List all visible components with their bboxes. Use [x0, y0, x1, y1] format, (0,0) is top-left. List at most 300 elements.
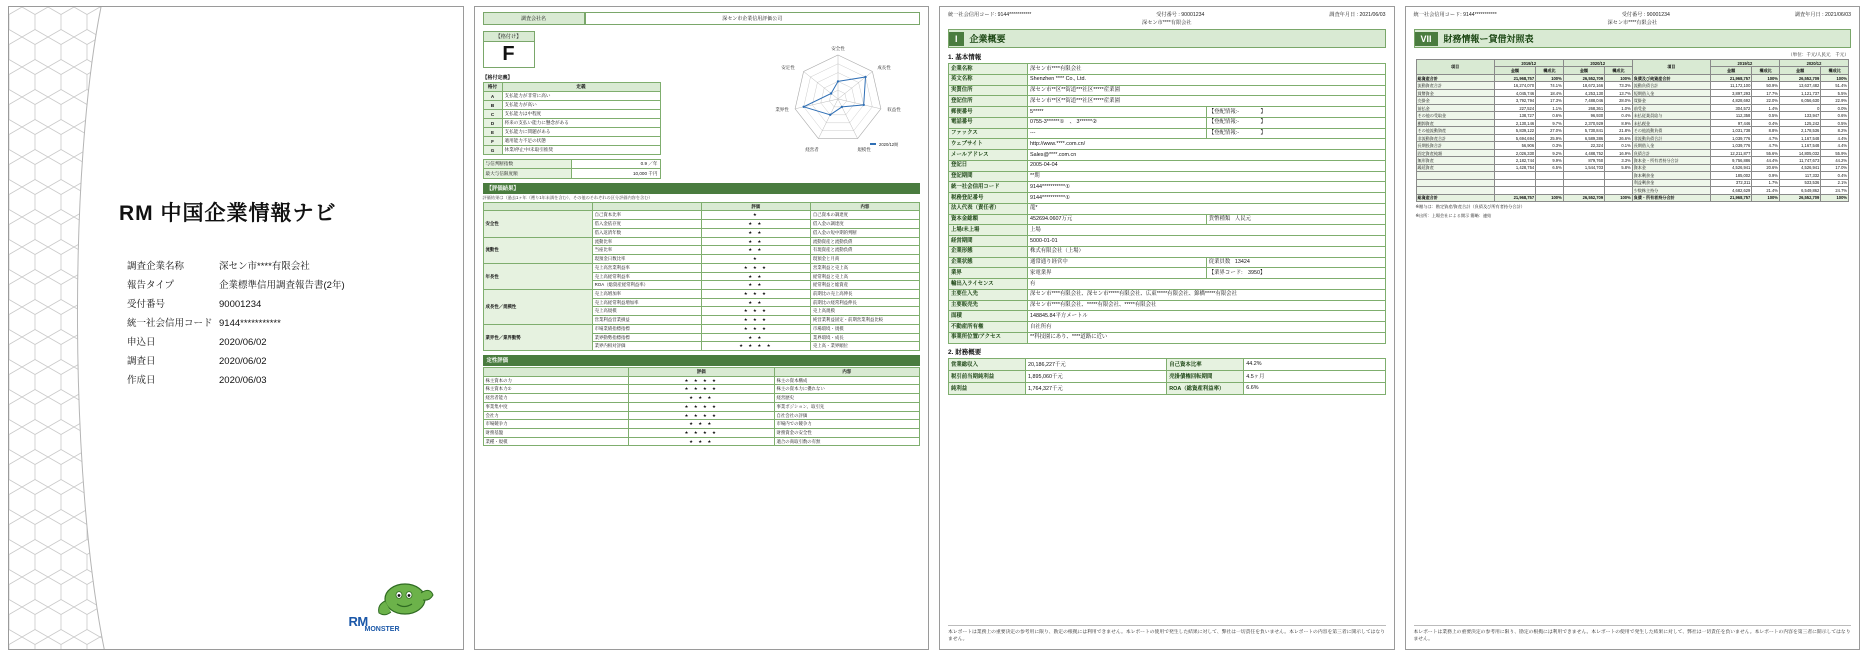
field-value: 5*****: [1028, 107, 1207, 118]
field-extra: [1206, 214, 1385, 225]
eval-stars: ★ ★: [701, 333, 810, 342]
svg-text:収益性: 収益性: [887, 107, 901, 112]
table-row: [1416, 127, 1849, 134]
fin-label: ROA（総資産利益率）: [1167, 382, 1244, 394]
table-row: [483, 324, 920, 333]
qual-stars: ★ ★ ★ ★: [629, 411, 775, 420]
bs-amount: 4,045,746: [1494, 89, 1535, 96]
table-row: [1416, 134, 1849, 141]
field-label: 登記日: [949, 160, 1028, 171]
bs-row-label: 負債及び純資産合計: [1632, 74, 1710, 81]
bs-ratio: 50.9%: [1752, 82, 1780, 89]
svg-text:成長性: 成長性: [877, 65, 891, 70]
table-row: [1416, 104, 1849, 111]
subsection-basic-info: 1. 基本情報: [948, 54, 982, 61]
def-grade: F: [483, 137, 502, 146]
bs-row-label: 無形資産: [1416, 157, 1494, 164]
field-value: Sales@****.com.cn: [1028, 150, 1386, 161]
cover-field-label: 調査企業名称: [127, 261, 185, 272]
bs-amount: 2,130,146: [1494, 119, 1535, 126]
bs-ratio: 9.2%: [1536, 149, 1564, 156]
def-head-grade: 格付: [483, 83, 502, 92]
bs-total-label: 負債・所有者持分合計: [1632, 194, 1710, 201]
bs-amount: 56,906: [1494, 142, 1535, 149]
page-company-profile: [939, 6, 1395, 650]
bs-amount: 14,805,032: [1779, 149, 1820, 156]
qual-comment: 株主の資本構成: [774, 376, 920, 385]
field-value: 龍*: [1028, 203, 1386, 214]
bs-row-label: 前受金: [1632, 104, 1710, 111]
section-number: I: [949, 32, 964, 46]
field-label: 統一社会信用コード: [949, 182, 1028, 193]
bs-ratio: 0.4%: [1605, 112, 1633, 119]
bs-ratio: [1536, 172, 1564, 179]
currency-value: 人民元: [1234, 216, 1252, 222]
bs-amount: 4,526,941: [1779, 164, 1820, 171]
eval-stars: ★ ★: [701, 298, 810, 307]
rating-top-bar: [483, 12, 921, 25]
col-item-right: 項目: [1632, 60, 1710, 75]
table-row: [949, 300, 1386, 311]
eval-item: 自己資本比率: [592, 211, 701, 220]
qual-stars: ★ ★ ★: [629, 420, 775, 429]
field-value: 9144***********①: [1028, 193, 1386, 204]
bs-amount: [1494, 172, 1535, 179]
eval-note: 評価結果は（過去1ヶ年（遡り1年未満を含む）、その他のそれぞれの区分評価内容を含む）: [482, 194, 653, 200]
header-company-name: 深セン市****有限会社: [1607, 20, 1658, 26]
fin-label: 自己資本比率: [1167, 358, 1244, 370]
bs-ratio: 26.6%: [1605, 134, 1633, 141]
bs-row-label: 固定資産純額: [1416, 149, 1494, 156]
table-row: [949, 214, 1386, 225]
subsection-financial-summary: 2. 財務概要: [948, 348, 982, 356]
bs-amount: 6,549,862: [1779, 187, 1820, 194]
qual-stars: ★ ★ ★ ★: [629, 429, 775, 438]
eval-item: 売上高規模: [592, 307, 701, 316]
eval-stars: ★: [701, 255, 810, 264]
field-label: 主要販売先: [949, 300, 1028, 311]
col-ratio: 構成比: [1536, 67, 1564, 74]
credit-limit-value: 10,000 千円: [572, 169, 661, 178]
qual-eval-header: 定性評価: [483, 355, 921, 366]
field-value: 148845.84平方メートル: [1028, 311, 1386, 322]
def-grade: D: [483, 119, 502, 128]
bs-amount: 13,637,482: [1779, 82, 1820, 89]
table-row: [1416, 142, 1849, 149]
bs-ratio: 9.9%: [1536, 157, 1564, 164]
eval-category: 安全性: [483, 211, 592, 237]
bs-ratio: 3.3%: [1605, 157, 1633, 164]
table-row: [949, 128, 1386, 139]
bs-row-label: 前払金: [1416, 104, 1494, 111]
eval-category: 流動性: [483, 237, 592, 263]
bs-amount: 5,839,122: [1494, 127, 1535, 134]
bs-amount: 16,274,070: [1494, 82, 1535, 89]
bs-note-1: ※贈与は：勘定資産/資産合計（負債及び所有者持分合計）: [1415, 204, 1525, 210]
cover-decoration: [9, 7, 129, 649]
field-label: ウェブサイト: [949, 139, 1028, 150]
def-text: 支払能力が非常に高い: [502, 92, 660, 101]
bs-total-ratio: 100%: [1605, 194, 1633, 201]
qual-comment: 自社会社の評価: [774, 411, 920, 420]
bs-amount: 4,253,130: [1563, 89, 1604, 96]
bs-amount: 1,031,738: [1710, 127, 1751, 134]
eval-item: 営業利益営業損益: [592, 316, 701, 325]
table-row: [949, 160, 1386, 171]
table-row: [483, 376, 920, 385]
bs-ratio: 8.8%: [1752, 127, 1780, 134]
eval-col-score: 評価: [701, 202, 810, 211]
eval-item: 業界動勢指標指標: [592, 333, 701, 342]
employees-value: 13424: [1234, 259, 1250, 265]
qual-item: 財務基盤: [483, 429, 629, 438]
bs-ratio: 16.9%: [1605, 149, 1633, 156]
def-text: 適用能力不足の状態: [502, 137, 660, 146]
table-row: [1416, 187, 1849, 194]
header-credit-code: 統一社会信用コード: 9144***********: [1413, 12, 1497, 18]
table-row: [483, 385, 920, 394]
table-row: [949, 171, 1386, 182]
field-label: 電話番号: [949, 117, 1028, 128]
section-heading: [1414, 29, 1852, 48]
field-value: **科技園にあり、****道路に近い: [1028, 332, 1386, 343]
eval-comment: 純営業利益固定・前期営業利益比較: [810, 316, 919, 325]
table-row: [949, 332, 1386, 343]
basic-info-table: [948, 63, 1386, 344]
bs-amount: [1494, 187, 1535, 194]
bs-row-label: 未払従業員給与: [1632, 112, 1710, 119]
table-row: [949, 358, 1386, 370]
bs-ratio: 5.5%: [1821, 89, 1849, 96]
cover-field-list: [127, 262, 357, 395]
eval-item: 売上高営業利益率: [592, 263, 701, 272]
def-text: 支払能力に問題がある: [502, 128, 660, 137]
eval-comment: 流動資産と流動負債: [810, 237, 919, 246]
rating-grade-value: F: [483, 42, 535, 68]
eval-col-comment: 内容: [810, 202, 919, 211]
field-value: 深セン市**区**街道***社区*****産業園: [1028, 85, 1386, 96]
bs-amount: 97,446: [1710, 119, 1751, 126]
field-label: 企業形態: [949, 246, 1028, 257]
bs-ratio: 21.8%: [1605, 127, 1633, 134]
table-row: [1416, 74, 1849, 81]
qual-item: 株主資本の力: [483, 376, 629, 385]
table-row: [949, 382, 1386, 394]
eval-comment: 市場環境・規模: [810, 324, 919, 333]
col-year-r-2020: 2020/12: [1779, 60, 1848, 67]
bs-ratio: 17.3%: [1536, 97, 1564, 104]
cover-field-row: [127, 262, 357, 272]
bs-amount: 6,589,386: [1563, 134, 1604, 141]
rating-definition-table: [483, 82, 661, 155]
bs-ratio: 4.7%: [1752, 142, 1780, 149]
col-ratio: 構成比: [1821, 67, 1849, 74]
bs-ratio: 22.9%: [1821, 97, 1849, 104]
table-row: [483, 211, 920, 220]
qual-item: 事業集中度: [483, 402, 629, 411]
eval-comment: 自己資本の調達度: [810, 211, 919, 220]
bs-row-label: 買掛金: [1632, 97, 1710, 104]
eval-comment: 前期比の売上高伸長: [810, 289, 919, 298]
fin-value: 1,895,060千元: [1026, 370, 1167, 382]
eval-stars: ★ ★ ★: [701, 324, 810, 333]
bs-ratio: 8.9%: [1605, 119, 1633, 126]
field-label: 登記住所: [949, 96, 1028, 107]
cover-field-label: 統一社会信用コード: [127, 317, 213, 329]
qual-eval-table: [483, 367, 921, 446]
bs-amount: 1,121,737: [1779, 89, 1820, 96]
qual-comment: 適合の商取引数の有無: [774, 437, 920, 446]
bs-amount: 5,694,694: [1494, 134, 1535, 141]
table-row: [949, 370, 1386, 382]
table-row: [949, 289, 1386, 300]
qual-comment: 経営歴史: [774, 394, 920, 403]
cover-field-row: [127, 338, 357, 348]
eval-stars: ★ ★: [701, 281, 810, 290]
def-grade: C: [483, 110, 502, 119]
table-row: [1416, 172, 1849, 179]
bs-amount: 7,488,046: [1563, 97, 1604, 104]
eval-comment: 売上高・業界順位: [810, 342, 919, 351]
field-value: 深セン市****有限会社、*****有限会社、*****有限会社: [1028, 300, 1386, 311]
balance-sheet-table: [1416, 59, 1850, 202]
fin-value: 44.2%: [1244, 358, 1385, 370]
field-value: 9144***********①: [1028, 182, 1386, 193]
table-row: [949, 193, 1386, 204]
eval-col-category: [483, 202, 592, 211]
bs-ratio: [1605, 187, 1633, 194]
eval-item: 借入金依存度: [592, 220, 701, 229]
cover-field-row: [127, 376, 357, 386]
svg-text:規模性: 規模性: [857, 147, 871, 152]
field-label: 上場/未上場: [949, 225, 1028, 236]
qual-item: 経営者能力: [483, 394, 629, 403]
qual-comment: 財務資金の安全性: [774, 429, 920, 438]
bs-row-label: その他流動負債: [1632, 127, 1710, 134]
bs-amount: [1563, 172, 1604, 179]
bs-ratio: 0.4%: [1752, 119, 1780, 126]
col-year-l-2020: 2020/12: [1563, 60, 1632, 67]
header-receipt-no: 受付番号 : 90001234: [1156, 12, 1205, 18]
def-text: 支払能力が高い: [502, 101, 660, 110]
qual-comment: 事業ポジション、取引先: [774, 402, 920, 411]
bs-amount: 1,039,776: [1710, 142, 1751, 149]
rating-agency-name: 深セン市企業信用評価公司: [585, 12, 921, 25]
qual-comment: 株主の資本力に優れない: [774, 385, 920, 394]
bs-note-2: ※出所：上場会社による開示 簡略：連結: [1415, 212, 1492, 218]
bs-ratio: 17.0%: [1821, 164, 1849, 171]
bs-amount: 3,792,794: [1494, 97, 1535, 104]
col-year-l-2019: 2019/12: [1494, 60, 1563, 67]
qual-stars: ★ ★ ★: [629, 394, 775, 403]
bs-ratio: 22.0%: [1752, 97, 1780, 104]
bs-amount: 227,524: [1494, 104, 1535, 111]
bs-row-label: 資本金: [1632, 164, 1710, 171]
col-item-left: 項目: [1416, 60, 1494, 75]
eval-comment: 現預金と月商: [810, 255, 919, 264]
field-note: 【業界コード: 3950】: [1206, 268, 1385, 279]
bs-amount: 117,332: [1779, 172, 1820, 179]
bs-row-label: その他の受取金: [1416, 112, 1494, 119]
page-footer-disclaimer: 本レポートは業務上の重要決定の参考用に限り、勘定の根拠には利用できません。本レポートの使用で発生した結果に対して、弊社は一切責任を負いません。本レポートの内容を第三者に開示してはなりません。: [948, 625, 1386, 643]
bs-ratio: 17.7%: [1752, 89, 1780, 96]
field-label: 税務登記番号: [949, 193, 1028, 204]
eval-category: 業界性／業界動勢: [483, 324, 592, 350]
bs-ratio: 0.5%: [1752, 112, 1780, 119]
bs-amount: 533,536: [1779, 179, 1820, 186]
svg-text:経営者: 経営者: [805, 147, 819, 152]
bs-amount: 4,828,692: [1710, 97, 1751, 104]
bs-row-label: 長期借入金: [1632, 142, 1710, 149]
field-value: **期: [1028, 171, 1386, 182]
fin-value: 20,186,227千元: [1026, 358, 1167, 370]
bs-ratio: 1.0%: [1605, 104, 1633, 111]
table-row: [949, 279, 1386, 290]
rating-grade-box: [483, 31, 535, 68]
bs-ratio: 24.7%: [1821, 187, 1849, 194]
credit-limit-label: 最大与信限度額: [483, 169, 572, 178]
table-row: [949, 322, 1386, 333]
eval-comment: 業界環境・成長: [810, 333, 919, 342]
bs-total-amount: 26,552,709: [1563, 194, 1604, 201]
table-row: [483, 437, 920, 446]
fin-value: 4.5ヶ月: [1244, 370, 1385, 382]
cover-field-value: 90001234: [219, 298, 262, 310]
cover-field-label: 調査日: [127, 355, 156, 367]
bs-row-label: 資本剰余金: [1632, 172, 1710, 179]
bs-ratio: [1605, 172, 1633, 179]
bs-amount: 1,428,754: [1494, 164, 1535, 171]
field-value: 5000-01-01: [1028, 236, 1386, 247]
bs-ratio: 74.1%: [1536, 82, 1564, 89]
logo-subtext: MONSTER: [364, 626, 400, 633]
cover-field-value: 2020/06/03: [219, 374, 267, 386]
bs-amount: [1563, 179, 1604, 186]
bs-total-amount: 21,968,757: [1494, 194, 1535, 201]
bs-ratio: 1.4%: [1752, 104, 1780, 111]
field-value: 2005-04-04: [1028, 160, 1386, 171]
table-row: [949, 225, 1386, 236]
bs-amount: 2,370,929: [1563, 119, 1604, 126]
bs-ratio: 0.1%: [1605, 142, 1633, 149]
cover-field-value: 2020/06/02: [219, 336, 267, 348]
employees-label: 従業員数: [1208, 259, 1231, 265]
field-label: 主要仕入先: [949, 289, 1028, 300]
fin-label: 売掛債権回転期間: [1167, 370, 1244, 382]
bs-amount: 2,026,330: [1494, 149, 1535, 156]
section-number: VII: [1415, 32, 1438, 46]
eval-stars: ★ ★: [701, 220, 810, 229]
qual-item: 業種・規模: [483, 437, 629, 446]
bs-amount: 3,897,293: [1710, 89, 1751, 96]
bs-row-label: 流動資産合計: [1416, 82, 1494, 89]
credit-index-label: 与信判断指数: [483, 160, 572, 169]
bs-total-ratio: 100%: [1752, 194, 1780, 201]
bs-row-label: [1416, 179, 1494, 186]
section-title: 財務情報ー貸借対照表: [1443, 34, 1534, 44]
eval-comment: 借入金の調達度: [810, 220, 919, 229]
table-row: [949, 74, 1386, 85]
header-survey-date: 調査年月日 : 2021/06/03: [1329, 12, 1386, 18]
table-row: [949, 117, 1386, 128]
bs-amount: 11,172,100: [1710, 82, 1751, 89]
bs-ratio: 20.6%: [1752, 164, 1780, 171]
table-row: [1416, 194, 1849, 201]
field-value: 通常通り経営中: [1028, 257, 1207, 268]
qual-stars: ★ ★ ★ ★: [629, 376, 775, 385]
table-row: [949, 107, 1386, 118]
eval-section-header: 【評価結果】: [483, 183, 921, 194]
bs-ratio: 100%: [1752, 74, 1780, 81]
table-row: [483, 237, 920, 246]
bs-row-label: 短期借入金: [1632, 89, 1710, 96]
page-footer-disclaimer: 本レポートは業務上の重要決定の参考用に限り、勘定の根拠には利用できません。本レポートの使用で発生した結果に対して、弊社は一切責任を負いません。本レポートの内容を第三者に開示してはなりません。: [1414, 625, 1852, 643]
eval-comment: 有現資産と流動負債: [810, 246, 919, 255]
table-row: [949, 246, 1386, 257]
table-row: [949, 182, 1386, 193]
credit-amount-box: [483, 159, 661, 179]
qual-stars: ★ ★ ★: [629, 437, 775, 446]
def-text: 休業/停止中/未取引推奨: [502, 146, 660, 155]
bs-amount: 1,167,548: [1779, 142, 1820, 149]
eval-item: 売上高増加率: [592, 289, 701, 298]
bs-amount: 5,730,841: [1563, 127, 1604, 134]
field-label: 実質住所: [949, 85, 1028, 96]
bs-amount: 96,930: [1563, 112, 1604, 119]
field-note: 【登配情報:- 】: [1206, 128, 1385, 139]
logo: [349, 579, 445, 631]
cover-field-label: 受付番号: [127, 298, 166, 310]
field-label: 事業所位置/アクセス: [949, 332, 1028, 343]
qual-col-comment: 内容: [774, 367, 920, 376]
cover-field-label: 作成日: [127, 374, 156, 386]
bs-ratio: 1.1%: [1536, 104, 1564, 111]
header-company-name: 深セン市****有限会社: [1141, 20, 1192, 26]
bs-ratio: 4.7%: [1752, 134, 1780, 141]
section-heading: [948, 29, 1386, 48]
bs-row-label: 利益剰余金: [1632, 179, 1710, 186]
table-row: [949, 203, 1386, 214]
bs-ratio: 5.8%: [1605, 164, 1633, 171]
bs-ratio: 4.4%: [1821, 142, 1849, 149]
cover-field-value: 2020/06/02: [219, 355, 267, 367]
page-header: [1406, 7, 1860, 19]
bs-row-label: 貨幣資金: [1416, 89, 1494, 96]
bs-ratio: 27.0%: [1536, 127, 1564, 134]
bs-amount: 18,672,166: [1563, 82, 1604, 89]
bs-row-label: その他流動資産: [1416, 127, 1494, 134]
rating-definition-title: 【格付定義】: [482, 75, 513, 81]
svg-text:安全性: 安全性: [831, 46, 845, 51]
eval-comment: 経常利益と総資産: [810, 281, 919, 290]
eval-stars: ★ ★ ★: [701, 263, 810, 272]
table-row: [1416, 82, 1849, 89]
bs-ratio: 0.9%: [1752, 172, 1780, 179]
table-row: [1416, 164, 1849, 171]
unit-note: （単位：千元/人民元 千元）: [1788, 52, 1849, 57]
eval-stars: ★ ★ ★: [701, 316, 810, 325]
table-row: [483, 411, 920, 420]
header-credit-code: 統一社会信用コード: 9144***********: [948, 12, 1032, 18]
table-row: [1416, 119, 1849, 126]
field-value: ---: [1028, 128, 1207, 139]
col-amount: 金額: [1563, 67, 1604, 74]
cover-field-row: [127, 281, 357, 291]
eval-item: 当座比率: [592, 246, 701, 255]
table-row: [949, 64, 1386, 75]
bs-ratio: 44.2%: [1821, 157, 1849, 164]
field-label: 面積: [949, 311, 1028, 322]
